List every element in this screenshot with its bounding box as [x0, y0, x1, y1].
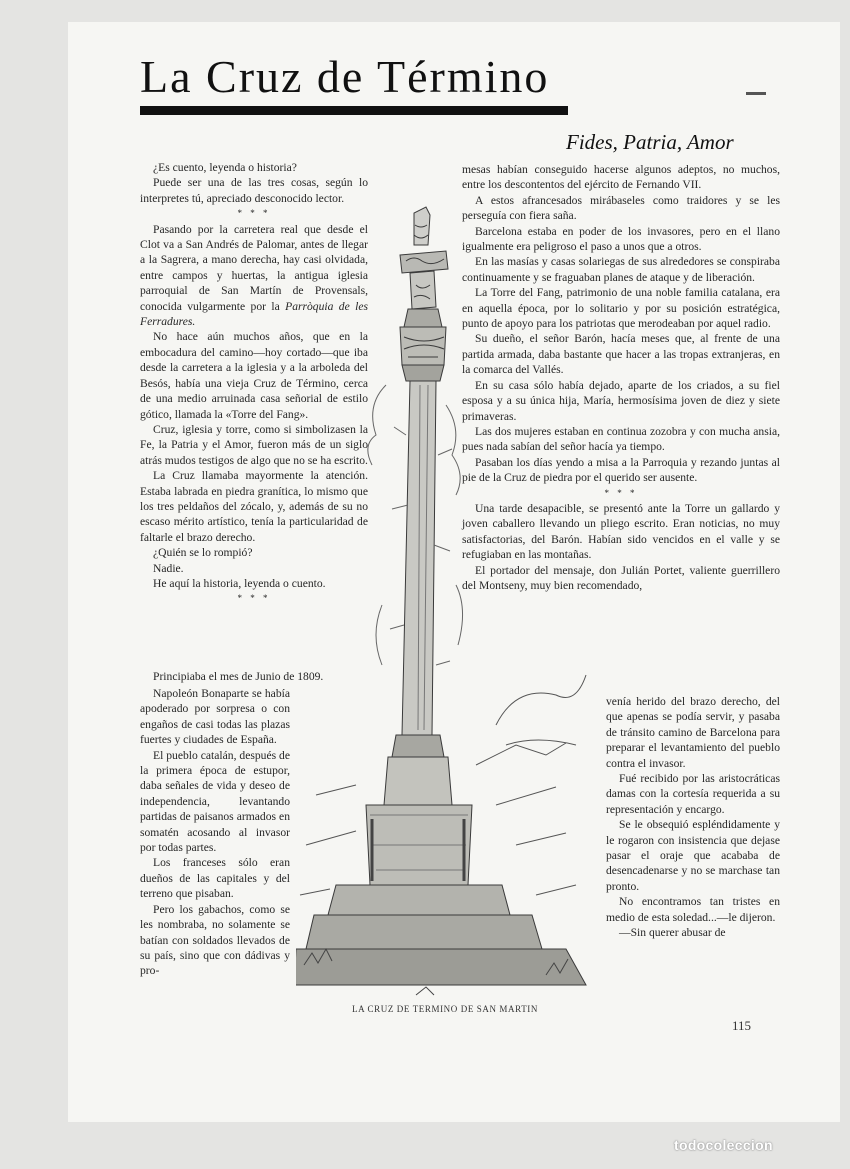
paragraph: He aquí la historia, leyenda o cuento.	[153, 576, 326, 590]
paragraph: El pueblo catalán, después de la primera época de estupor, daba señales de vida y deseo de independencia, levantando partidas de paisanos armados en somatén acosando al invasor por todas partes.	[140, 748, 290, 855]
paragraph: No encontramos tan tristes en medio de esta soledad...—le dijeron.	[606, 895, 780, 924]
paragraph: No hace aún muchos años, que en la embocadura del camino—hoy cortado—que iba desde la carretera a la iglesia y a la arboleda del Besós, había una vieja Cruz de Término, cerca de una medio arruinada casa señorial de estilo gótico, llamada la «Torre del Fang».	[140, 330, 368, 421]
paragraph: Barcelona estaba en poder de los invasores, pero en el llano igualmente era peligroso el paso a unos que a otros.	[462, 224, 780, 254]
paragraph: Las dos mujeres estaban en continua zozobra y con mucha ansia, pues nada sabían del señor hacía ya tiempo.	[462, 424, 780, 454]
section-separator: * * *	[604, 487, 638, 498]
paragraph: mesas habían conseguido hacerse algunos adeptos, no muchos, entre los descontentos del ejército de Fernando VII.	[462, 163, 780, 192]
left-column-lower	[140, 686, 290, 979]
paragraph: Principiaba el mes de Junio de 1809.	[153, 670, 324, 683]
paragraph: venía herido del brazo derecho, del que apenas se podía servir, y pasaba de tránsito camino de Barcelona para preparar el levantamiento del pueblo contra el invasor.	[606, 695, 780, 770]
paragraph: La Cruz llamaba mayormente la atención. Estaba labrada en piedra granítica, lo mismo que los tres peldaños del zócalo, y, además de su no escaso mérito artístico, tenía la particularidad de faltarle el brazo derecho.	[140, 469, 368, 544]
article-title: La Cruz de Término	[140, 51, 550, 102]
paragraph: Napoleón Bonaparte se había apoderado por sorpresa o con engaños de casi todas las plazas fuertes y ciudades de España.	[140, 687, 290, 747]
page-number: 115	[732, 1018, 752, 1033]
illustration-caption: LA CRUZ DE TERMINO DE SAN MARTIN	[352, 1004, 538, 1014]
paragraph: Los franceses sólo eran dueños de las capitales y del terreno que pisaban.	[140, 856, 290, 901]
paragraph: Pero los gabachos, como se les nombraba, no solamente se batían con soldados llevados de su país, sino que con dádivas y pro-	[140, 902, 290, 978]
paragraph: La Torre del Fang, patrimonio de una noble familia catalana, era en aquella época, por lo solitario y por su posición estratégica, punto de apoyo para los patriotas que merodeaban por aquel radio.	[462, 286, 780, 331]
paragraph: Pasaban los días yendo a misa a la Parroquia y rezando juntas al pie de la Cruz de piedra por el querido ser ausente.	[462, 455, 780, 485]
section-separator: * * *	[237, 593, 271, 604]
paragraph: En su casa sólo había dejado, aparte de los criados, a su fiel esposa y a su única hija, María, hermosísima joven de diez y siete primaveras.	[462, 378, 780, 423]
paragraph: A estos afrancesados mirábaseles como traidores y se les perseguía con fiera saña.	[462, 193, 780, 223]
paragraph: Puede ser una de las tres cosas, según lo interpretes tú, apreciado desconocido lector.	[140, 176, 368, 205]
paragraph: Cruz, iglesia y torre, como si simbolizasen la Fe, la Patria y el Amor, fueron más de un siglo atrás mudos testigos de algo que no se ha escrito.	[140, 422, 368, 467]
paragraph-text: Pasando por la carretera real que desde el Clot va a San Andrés de Palomar, antes de llegar a la Sagrera, a mano derecha, hay casi olvidada, entre campos y huertas, la antigua iglesia parroquial de San Martín de Provensals, conocida vulgarmente por la	[140, 222, 368, 313]
paragraph: El portador del mensaje, don Julián Portet, valiente guerrillero del Montseny, muy bien recomendado,	[462, 563, 780, 592]
watermark-logo: todocoleccion	[674, 1137, 773, 1153]
section-separator: * * *	[237, 208, 271, 219]
parish-name: Parròquia de les Ferradures.	[140, 299, 368, 329]
right-column-lower	[606, 694, 780, 941]
paragraph: ¿Es cuento, leyenda o historia?	[153, 161, 297, 174]
paragraph: Una tarde desapacible, se presentó ante la Torre un gallardo y joven caballero llevando un pliego escrito. Eran noticias, no muy satisfactorias, del Barón. Habían sido vencidos en el valle y se refugiaban en las montañas.	[462, 501, 780, 562]
paragraph: Nadie.	[153, 561, 184, 575]
paragraph: Su dueño, el señor Barón, hacía meses que, al frente de una partida armada, daba bastante que hacer a las tropas extranjeras, en la comarca del Vallés.	[462, 332, 780, 377]
title-underline	[140, 106, 568, 115]
paragraph: —Sin querer abusar de	[619, 926, 726, 940]
paragraph: Fué recibido por las aristocráticas damas con la cortesía requerida a su representación y encargo.	[606, 772, 780, 816]
paragraph: ¿Quién se lo rompió?	[153, 546, 253, 560]
article-subtitle: Fides, Patria, Amor	[566, 130, 734, 154]
margin-mark	[746, 92, 766, 95]
paragraph: Se le obsequió espléndidamente y le rogaron con insistencia que dejase pasar el oraje que acababa de desencadenarse y no se marchase tan pronto.	[606, 818, 780, 893]
stone-cross-illustration	[296, 205, 596, 1005]
paragraph: En las masías y casas solariegas de sus alrededores se conspiraba continuamente y se fraguaban planes de ataque y de liberación.	[462, 255, 780, 284]
